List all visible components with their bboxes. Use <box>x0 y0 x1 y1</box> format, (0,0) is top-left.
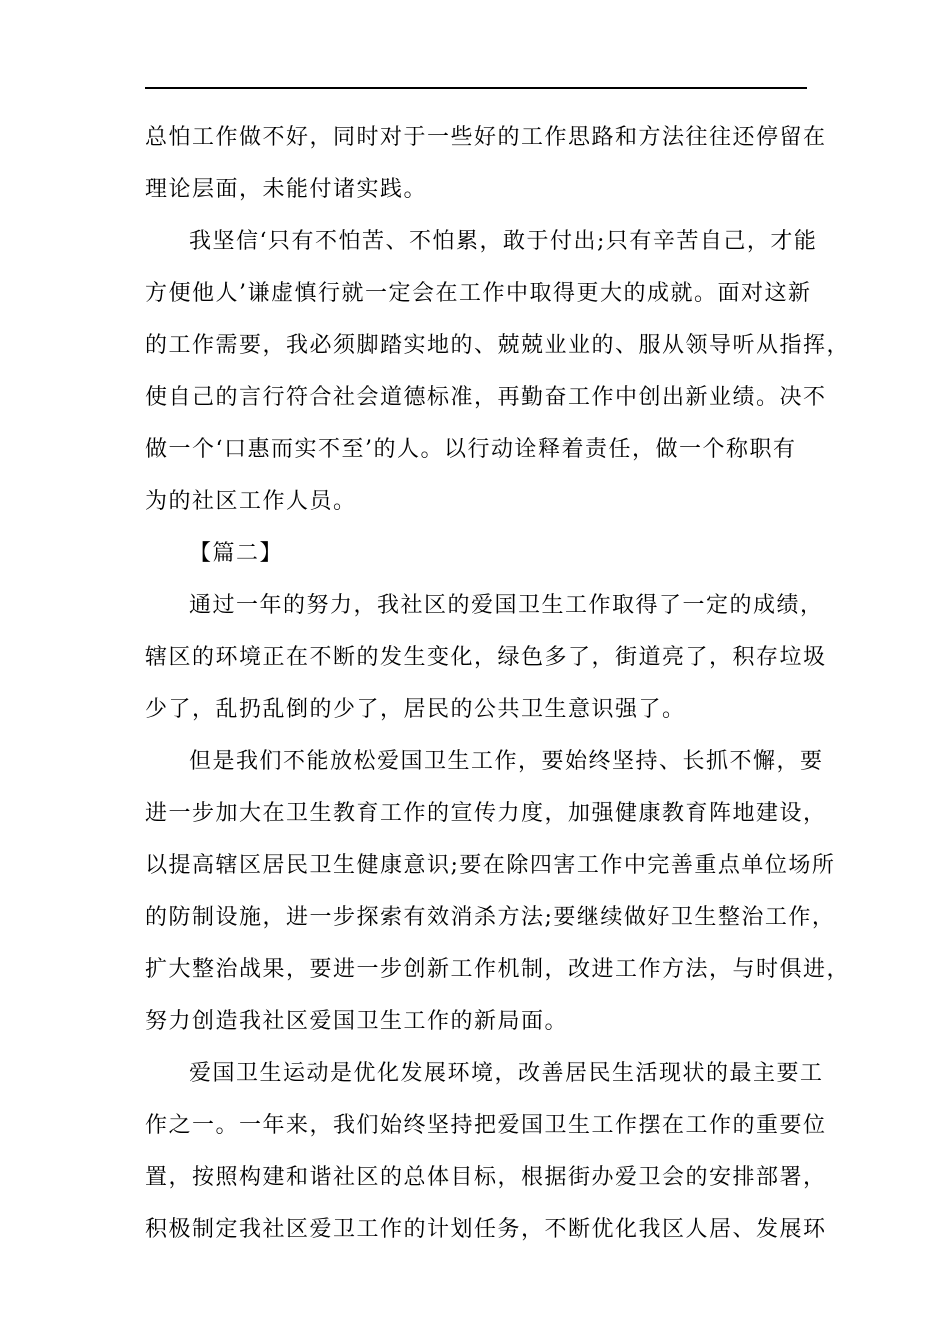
text-line: 少了，乱扔乱倒的少了，居民的公共卫生意识强了。 <box>145 697 686 722</box>
text-line: 为的社区工作人员。 <box>145 489 357 514</box>
text-line: 扩大整治战果，要进一步创新工作机制，改进工作方法，与时俱进， <box>145 957 851 982</box>
section-heading-text: 【篇二】 <box>189 541 284 566</box>
text-line: 我坚信‘只有不怕苦、不怕累，敢于付出;只有辛苦自己，才能 <box>189 229 818 254</box>
text-line: 进一步加大在卫生教育工作的宣传力度，加强健康教育阵地建设， <box>145 801 827 826</box>
header-rule <box>145 87 807 89</box>
text-line: 爱国卫生运动是优化发展环境，改善居民生活现状的最主要工 <box>189 1061 824 1086</box>
text-line: 积极制定我社区爱卫工作的计划任务，不断优化我区人居、发展环 <box>145 1217 827 1242</box>
text-line: 使自己的言行符合社会道德标准，再勤奋工作中创出新业绩。决不 <box>145 385 827 410</box>
section-heading <box>145 528 820 580</box>
paragraph-2 <box>145 216 851 528</box>
text-line: 理论层面，未能付诸实践。 <box>145 177 428 202</box>
text-line: 但是我们不能放松爱国卫生工作，要始终坚持、长抓不懈，要 <box>189 749 824 774</box>
text-line: 的工作需要，我必须脚踏实地的、兢兢业业的、服从领导听从指挥， <box>145 333 851 358</box>
paragraph-1 <box>145 112 827 216</box>
text-line: 的防制设施，进一步探索有效消杀方法;要继续做好卫生整治工作， <box>145 905 836 930</box>
document-body <box>145 112 851 1256</box>
text-line: 辖区的环境正在不断的发生变化，绿色多了，街道亮了，积存垃圾 <box>145 645 827 670</box>
text-line: 以提高辖区居民卫生健康意识;要在除四害工作中完善重点单位场所 <box>145 853 836 878</box>
text-line: 总怕工作做不好，同时对于一些好的工作思路和方法往往还停留在 <box>145 125 827 150</box>
text-line: 方便他人’谦虚慎行就一定会在工作中取得更大的成就。面对这新 <box>145 281 812 306</box>
text-line: 努力创造我社区爱国卫生工作的新局面。 <box>145 1009 569 1034</box>
text-line: 做一个‘口惠而实不至’的人。以行动诠释着责任，做一个称职有 <box>145 437 797 462</box>
paragraph-5 <box>145 1048 827 1256</box>
text-line: 置，按照构建和谐社区的总体目标，根据街办爱卫会的安排部署， <box>145 1165 827 1190</box>
text-line: 通过一年的努力，我社区的爱国卫生工作取得了一定的成绩， <box>189 593 824 618</box>
text-line: 作之一。一年来，我们始终坚持把爱国卫生工作摆在工作的重要位 <box>145 1113 827 1138</box>
paragraph-4 <box>145 736 851 1048</box>
paragraph-3 <box>145 580 827 736</box>
